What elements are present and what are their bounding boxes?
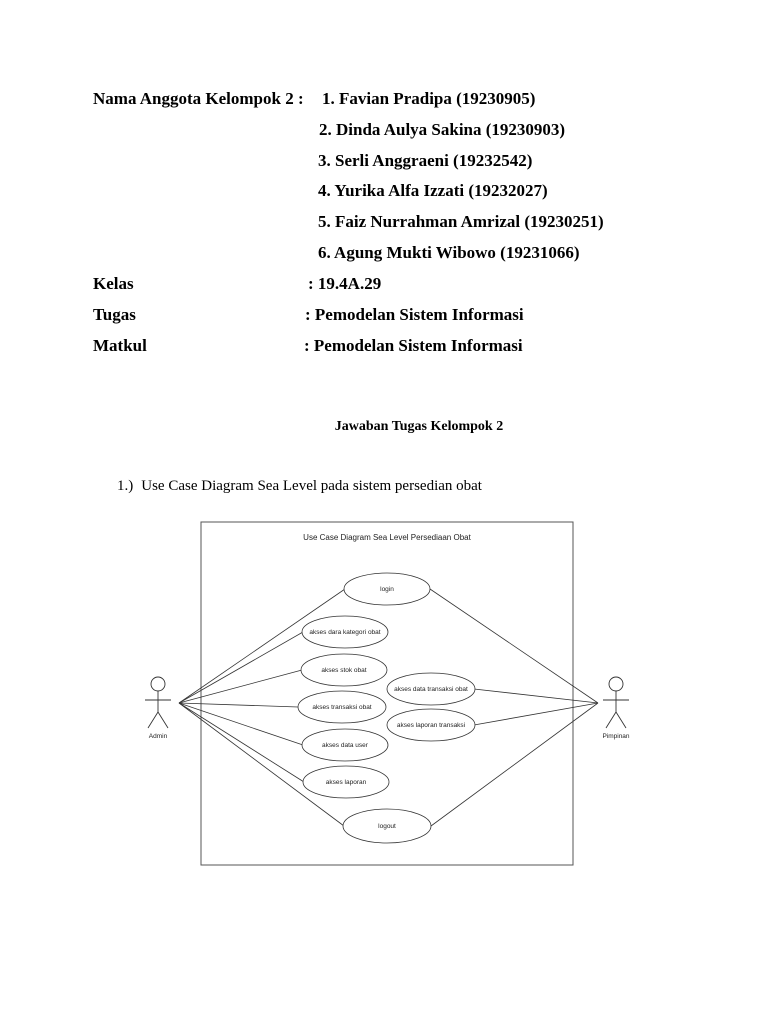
member-4: 4. Yurika Alfa Izzati (19232027)	[318, 181, 548, 200]
member-3: 3. Serli Anggraeni (19232542)	[318, 151, 533, 170]
field-label-kelas: Kelas	[93, 274, 134, 293]
use-case-label-transaksi: akses transaksi obat	[312, 704, 372, 711]
member-5: 5. Faiz Nurrahman Amrizal (19230251)	[318, 212, 604, 231]
field-value-kelas: : 19.4A.29	[308, 274, 382, 293]
actor-admin-label: Admin	[148, 733, 168, 740]
member-6: 6. Agung Mukti Wibowo (19231066)	[318, 243, 580, 262]
section-subtitle: Jawaban Tugas Kelompok 2	[334, 419, 504, 434]
field-value-matkul: : Pemodelan Sistem Informasi	[304, 336, 523, 355]
use-case-label-user: akses data user	[322, 742, 368, 749]
field-value-tugas: : Pemodelan Sistem Informasi	[305, 305, 524, 324]
member-2: 2. Dinda Aulya Sakina (19230903)	[319, 120, 566, 139]
actor-admin-icon[interactable]	[145, 677, 171, 728]
question-number: 1.)	[117, 478, 134, 494]
use-case-label-laporan-transaksi: akses laporan transaksi	[396, 722, 466, 729]
question-text: Use Case Diagram Sea Level pada sistem persedian obat	[141, 478, 482, 494]
diagram-title: Use Case Diagram Sea Level Persediaan Obat	[303, 533, 471, 542]
use-case-label-data-transaksi: akses data transaksi obat	[394, 686, 468, 693]
use-case-label-kategori: akses dara kategori obat	[309, 629, 381, 636]
use-case-label-laporan: akses laporan	[325, 779, 367, 786]
field-label-matkul: Matkul	[93, 336, 147, 355]
field-label-tugas: Tugas	[93, 305, 136, 324]
actor-pimpinan-label: Pimpinan	[602, 733, 630, 740]
group-label: Nama Anggota Kelompok 2 :	[93, 89, 304, 108]
use-case-label-stok: akses stok obat	[321, 667, 367, 674]
use-case-label-logout: logout	[378, 823, 396, 830]
actor-pimpinan-icon[interactable]	[603, 677, 629, 728]
use-case-label-login: login	[380, 586, 394, 593]
member-1: 1. Favian Pradipa (19230905)	[322, 89, 536, 108]
